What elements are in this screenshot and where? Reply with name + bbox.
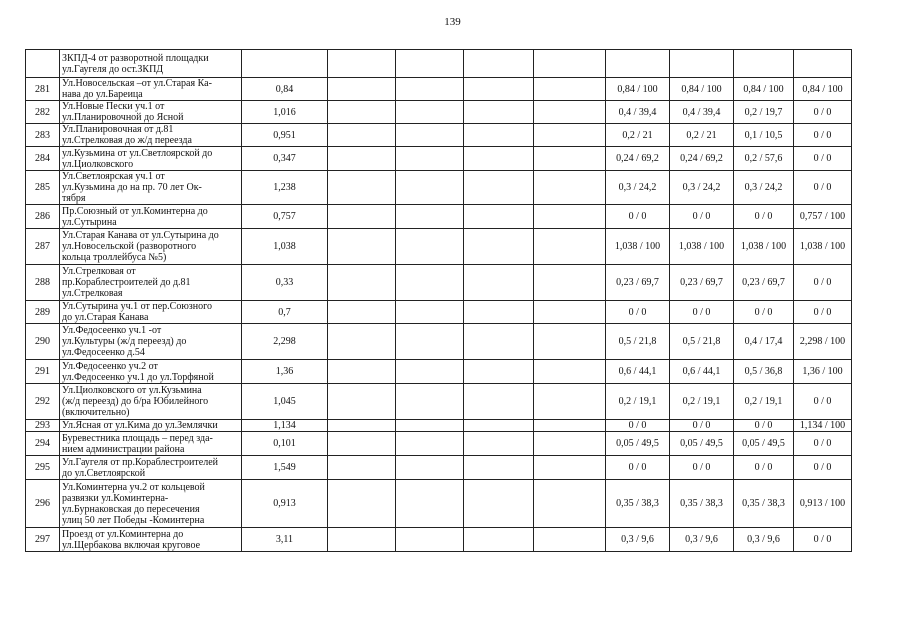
empty-cell	[396, 528, 464, 552]
road-name-cell: ЗКПД-4 от разворотной площадки ул.Гаугеля до ост.ЗКПД	[60, 50, 242, 78]
length-cell: 1,238	[242, 171, 328, 205]
value-cell-2: 0,35 / 38,3	[670, 480, 734, 528]
value-cell-1: 0,6 / 44,1	[606, 360, 670, 384]
row-number-cell: 296	[26, 480, 60, 528]
length-cell: 0,84	[242, 78, 328, 101]
empty-cell	[328, 528, 396, 552]
value-cell-3: 0,2 / 57,6	[734, 147, 794, 171]
road-name-cell: ул.Кузьмина от ул.Светлоярской до ул.Циолковского	[60, 147, 242, 171]
empty-cell	[464, 528, 534, 552]
empty-cell	[464, 229, 534, 265]
empty-cell	[534, 229, 606, 265]
road-name-cell: Ул.Коминтерна уч.2 от кольцевой развязки ул.Коминтерна- ул.Бурнаковская до пересечения улиц 50 лет Победы -Коминтерна	[60, 480, 242, 528]
row-number-cell: 290	[26, 324, 60, 360]
value-cell-3: 0 / 0	[734, 205, 794, 229]
value-cell-2: 0,6 / 44,1	[670, 360, 734, 384]
value-cell-3: 0,2 / 19,1	[734, 384, 794, 420]
length-cell: 0,101	[242, 432, 328, 456]
empty-cell	[464, 360, 534, 384]
row-number-cell: 293	[26, 420, 60, 432]
empty-cell	[328, 265, 396, 301]
road-name-cell: Ул.Федосеенко уч.1 -от ул.Культуры (ж/д переезд) до ул.Федосеенко д.54	[60, 324, 242, 360]
road-name-cell: Ул.Ясная от ул.Кима до ул.Землячки	[60, 420, 242, 432]
table-row	[26, 384, 852, 420]
empty-cell	[464, 78, 534, 101]
value-cell-1: 0,3 / 24,2	[606, 171, 670, 205]
table-row	[26, 50, 852, 78]
value-cell-2: 0,84 / 100	[670, 78, 734, 101]
row-number-cell: 288	[26, 265, 60, 301]
value-cell-1: 0 / 0	[606, 420, 670, 432]
empty-cell	[464, 265, 534, 301]
empty-cell	[396, 480, 464, 528]
value-cell-4: 0 / 0	[794, 265, 852, 301]
road-name-cell: Ул.Стрелковая от пр.Кораблестроителей до д.81 ул.Стрелковая	[60, 265, 242, 301]
page-number: 139	[444, 16, 461, 28]
value-cell-3: 0,5 / 36,8	[734, 360, 794, 384]
table-row	[26, 171, 852, 205]
empty-cell	[328, 432, 396, 456]
value-cell-4: 0 / 0	[794, 171, 852, 205]
value-cell-4	[794, 50, 852, 78]
value-cell-3: 1,038 / 100	[734, 229, 794, 265]
road-name-cell: Ул.Гаугеля от пр.Кораблестроителей до ул.Светлоярской	[60, 456, 242, 480]
table-row	[26, 229, 852, 265]
value-cell-3: 0,3 / 24,2	[734, 171, 794, 205]
empty-cell	[464, 205, 534, 229]
empty-cell	[464, 456, 534, 480]
value-cell-3: 0,1 / 10,5	[734, 124, 794, 147]
table-row	[26, 360, 852, 384]
value-cell-3: 0,84 / 100	[734, 78, 794, 101]
value-cell-2: 0 / 0	[670, 205, 734, 229]
value-cell-2: 0,24 / 69,2	[670, 147, 734, 171]
value-cell-3: 0,05 / 49,5	[734, 432, 794, 456]
table-row	[26, 301, 852, 324]
empty-cell	[328, 301, 396, 324]
road-name-cell: Ул.Сутырина уч.1 от пер.Союзного до ул.Старая Канава	[60, 301, 242, 324]
value-cell-4: 0 / 0	[794, 384, 852, 420]
row-number-cell: 284	[26, 147, 60, 171]
road-name-cell: Ул.Федосеенко уч.2 от ул.Федосеенко уч.1 до ул.Торфяной	[60, 360, 242, 384]
empty-cell	[396, 78, 464, 101]
empty-cell	[328, 50, 396, 78]
empty-cell	[534, 432, 606, 456]
value-cell-1	[606, 50, 670, 78]
row-number-cell: 282	[26, 101, 60, 124]
empty-cell	[534, 301, 606, 324]
value-cell-3: 0,23 / 69,7	[734, 265, 794, 301]
empty-cell	[396, 171, 464, 205]
length-cell: 2,298	[242, 324, 328, 360]
empty-cell	[534, 101, 606, 124]
row-number-cell: 286	[26, 205, 60, 229]
empty-cell	[396, 265, 464, 301]
empty-cell	[396, 229, 464, 265]
value-cell-2: 0 / 0	[670, 420, 734, 432]
empty-cell	[534, 50, 606, 78]
empty-cell	[534, 205, 606, 229]
length-cell	[242, 50, 328, 78]
empty-cell	[464, 147, 534, 171]
length-cell: 0,913	[242, 480, 328, 528]
value-cell-4: 0 / 0	[794, 456, 852, 480]
length-cell: 1,045	[242, 384, 328, 420]
empty-cell	[534, 324, 606, 360]
empty-cell	[534, 384, 606, 420]
value-cell-4: 0 / 0	[794, 432, 852, 456]
row-number-cell: 281	[26, 78, 60, 101]
length-cell: 0,951	[242, 124, 328, 147]
empty-cell	[328, 480, 396, 528]
empty-cell	[396, 301, 464, 324]
length-cell: 1,038	[242, 229, 328, 265]
empty-cell	[464, 420, 534, 432]
value-cell-2: 0,3 / 24,2	[670, 171, 734, 205]
row-number-cell: 291	[26, 360, 60, 384]
road-name-cell: Буревестника площадь – перед зда- нием администрации района	[60, 432, 242, 456]
table-row	[26, 528, 852, 552]
value-cell-4: 2,298 / 100	[794, 324, 852, 360]
value-cell-1: 0,3 / 9,6	[606, 528, 670, 552]
value-cell-4: 1,038 / 100	[794, 229, 852, 265]
road-name-cell: Ул.Планировочная от д.81 ул.Стрелковая до ж/д переезда	[60, 124, 242, 147]
value-cell-2: 1,038 / 100	[670, 229, 734, 265]
empty-cell	[328, 205, 396, 229]
road-name-cell: Пр.Союзный от ул.Коминтерна до ул.Сутырина	[60, 205, 242, 229]
empty-cell	[328, 324, 396, 360]
empty-cell	[328, 171, 396, 205]
value-cell-1: 0,05 / 49,5	[606, 432, 670, 456]
length-cell: 1,36	[242, 360, 328, 384]
row-number-cell: 285	[26, 171, 60, 205]
empty-cell	[534, 171, 606, 205]
value-cell-1: 0,4 / 39,4	[606, 101, 670, 124]
empty-cell	[328, 101, 396, 124]
value-cell-3: 0,2 / 19,7	[734, 101, 794, 124]
value-cell-1: 0,84 / 100	[606, 78, 670, 101]
empty-cell	[464, 480, 534, 528]
value-cell-2: 0,05 / 49,5	[670, 432, 734, 456]
value-cell-1: 0,23 / 69,7	[606, 265, 670, 301]
roads-table	[25, 49, 852, 552]
value-cell-1: 1,038 / 100	[606, 229, 670, 265]
empty-cell	[534, 420, 606, 432]
empty-cell	[396, 324, 464, 360]
empty-cell	[396, 456, 464, 480]
value-cell-1: 0,2 / 19,1	[606, 384, 670, 420]
value-cell-4: 0 / 0	[794, 301, 852, 324]
table-row	[26, 456, 852, 480]
value-cell-4: 0,84 / 100	[794, 78, 852, 101]
value-cell-3: 0,35 / 38,3	[734, 480, 794, 528]
row-number-cell: 287	[26, 229, 60, 265]
empty-cell	[328, 360, 396, 384]
empty-cell	[464, 384, 534, 420]
value-cell-3	[734, 50, 794, 78]
value-cell-2: 0 / 0	[670, 456, 734, 480]
empty-cell	[464, 124, 534, 147]
value-cell-1: 0,5 / 21,8	[606, 324, 670, 360]
table-row	[26, 78, 852, 101]
value-cell-4: 0 / 0	[794, 101, 852, 124]
empty-cell	[396, 50, 464, 78]
empty-cell	[534, 265, 606, 301]
empty-cell	[464, 432, 534, 456]
empty-cell	[396, 147, 464, 171]
length-cell: 1,549	[242, 456, 328, 480]
value-cell-3: 0 / 0	[734, 420, 794, 432]
length-cell: 3,11	[242, 528, 328, 552]
table-row	[26, 324, 852, 360]
value-cell-1: 0 / 0	[606, 205, 670, 229]
table-row	[26, 124, 852, 147]
empty-cell	[534, 147, 606, 171]
value-cell-1: 0 / 0	[606, 456, 670, 480]
value-cell-2: 0,2 / 19,1	[670, 384, 734, 420]
empty-cell	[396, 101, 464, 124]
value-cell-1: 0,2 / 21	[606, 124, 670, 147]
empty-cell	[396, 432, 464, 456]
empty-cell	[534, 78, 606, 101]
value-cell-2: 0 / 0	[670, 301, 734, 324]
empty-cell	[534, 456, 606, 480]
value-cell-4: 0,757 / 100	[794, 205, 852, 229]
empty-cell	[396, 420, 464, 432]
value-cell-1: 0 / 0	[606, 301, 670, 324]
empty-cell	[534, 528, 606, 552]
empty-cell	[534, 480, 606, 528]
empty-cell	[328, 78, 396, 101]
value-cell-3: 0 / 0	[734, 301, 794, 324]
table-row	[26, 147, 852, 171]
value-cell-4: 0,913 / 100	[794, 480, 852, 528]
empty-cell	[396, 205, 464, 229]
empty-cell	[464, 101, 534, 124]
table-row	[26, 420, 852, 432]
empty-cell	[464, 171, 534, 205]
empty-cell	[328, 147, 396, 171]
road-name-cell: Ул.Старая Канава от ул.Сутырина до ул.Новосельской (разворотного кольца троллейбуса №5)	[60, 229, 242, 265]
length-cell: 0,7	[242, 301, 328, 324]
value-cell-2: 0,2 / 21	[670, 124, 734, 147]
empty-cell	[396, 124, 464, 147]
empty-cell	[328, 420, 396, 432]
road-name-cell: Ул.Циолковского от ул.Кузьмина (ж/д переезд) до б/ра Юбилейного (включительно)	[60, 384, 242, 420]
row-number-cell: 292	[26, 384, 60, 420]
empty-cell	[464, 301, 534, 324]
value-cell-3: 0,3 / 9,6	[734, 528, 794, 552]
empty-cell	[396, 384, 464, 420]
row-number-cell: 297	[26, 528, 60, 552]
empty-cell	[328, 124, 396, 147]
length-cell: 0,347	[242, 147, 328, 171]
value-cell-3: 0 / 0	[734, 456, 794, 480]
value-cell-4: 0 / 0	[794, 124, 852, 147]
value-cell-1: 0,35 / 38,3	[606, 480, 670, 528]
row-number-cell	[26, 50, 60, 78]
value-cell-2	[670, 50, 734, 78]
empty-cell	[328, 384, 396, 420]
value-cell-4: 0 / 0	[794, 147, 852, 171]
value-cell-1: 0,24 / 69,2	[606, 147, 670, 171]
table-row	[26, 205, 852, 229]
road-name-cell: Проезд от ул.Коминтерна до ул.Щербакова включая круговое	[60, 528, 242, 552]
length-cell: 0,33	[242, 265, 328, 301]
row-number-cell: 295	[26, 456, 60, 480]
road-name-cell: Ул.Светлоярская уч.1 от ул.Кузьмина до на пр. 70 лет Ок- тября	[60, 171, 242, 205]
length-cell: 1,016	[242, 101, 328, 124]
row-number-cell: 294	[26, 432, 60, 456]
table-row	[26, 480, 852, 528]
empty-cell	[396, 360, 464, 384]
empty-cell	[464, 50, 534, 78]
length-cell: 1,134	[242, 420, 328, 432]
value-cell-2: 0,5 / 21,8	[670, 324, 734, 360]
row-number-cell: 283	[26, 124, 60, 147]
table-row	[26, 432, 852, 456]
value-cell-2: 0,4 / 39,4	[670, 101, 734, 124]
empty-cell	[328, 456, 396, 480]
empty-cell	[534, 124, 606, 147]
row-number-cell: 289	[26, 301, 60, 324]
value-cell-4: 1,36 / 100	[794, 360, 852, 384]
value-cell-2: 0,3 / 9,6	[670, 528, 734, 552]
value-cell-2: 0,23 / 69,7	[670, 265, 734, 301]
table-row	[26, 265, 852, 301]
value-cell-3: 0,4 / 17,4	[734, 324, 794, 360]
value-cell-4: 0 / 0	[794, 528, 852, 552]
empty-cell	[534, 360, 606, 384]
length-cell: 0,757	[242, 205, 328, 229]
empty-cell	[464, 324, 534, 360]
value-cell-4: 1,134 / 100	[794, 420, 852, 432]
road-name-cell: Ул.Новые Пески уч.1 от ул.Планировочной до Ясной	[60, 101, 242, 124]
empty-cell	[328, 229, 396, 265]
road-name-cell: Ул.Новосельская –от ул.Старая Ка- нава до ул.Бареица	[60, 78, 242, 101]
table-row	[26, 101, 852, 124]
